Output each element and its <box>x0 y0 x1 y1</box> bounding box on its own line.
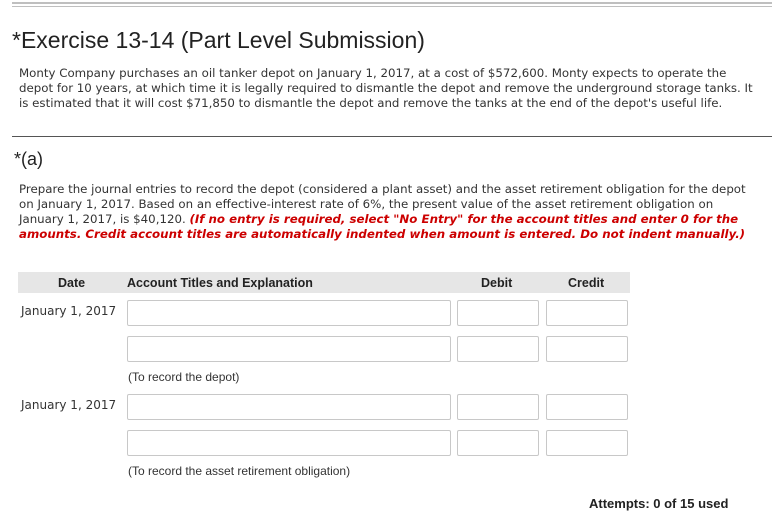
instructions-warning: (If no entry is required, select "No Entry" for the account titles and enter 0 for the amounts. Credit account titles are automatically indented when amount is entered. Do not indent manually.) <box>19 212 746 241</box>
entry-1-line-2-credit-input[interactable] <box>546 336 628 362</box>
entry-1-line-2-debit-input[interactable] <box>457 336 539 362</box>
top-border-inner <box>12 6 772 7</box>
problem-statement: Monty Company purchases an oil tanker depot on January 1, 2017, at a cost of $572,600. Monty expects to operate the depot for 10 years, at which time it is legally required to dismantle the depot and remove the underground storage tanks. It is estimated that it will cost $71,850 to dismantle the depot and remove the tanks at the end of the depot's useful life. <box>19 66 753 110</box>
entry-1-line-1-credit-input[interactable] <box>546 300 628 326</box>
instructions-text: Prepare the journal entries to record the depot (considered a plant asset) and the asset retirement obligation for the depot on January 1, 2017. Based on an effective-interest rate of 6%, the present value of the asset retirement obligation on January 1, 2017, is $40,120. <box>19 182 746 226</box>
entry-2-line-2-credit-input[interactable] <box>546 430 628 456</box>
entry-2-line-1-credit-input[interactable] <box>546 394 628 420</box>
part-a-instructions <box>19 182 749 242</box>
page-title: *Exercise 13-14 (Part Level Submission) <box>12 27 425 53</box>
section-divider <box>12 136 772 137</box>
entry-1-line-1-account-input[interactable] <box>127 300 451 326</box>
attempts-counter: Attempts: 0 of 15 used <box>589 496 729 511</box>
journal-table-header <box>18 272 630 293</box>
entry-1-explanation: (To record the depot) <box>128 370 240 384</box>
entry-2-line-1-account-input[interactable] <box>127 394 451 420</box>
entry-2-date: January 1, 2017 <box>21 398 117 412</box>
top-border <box>12 2 772 4</box>
entry-1-line-1-debit-input[interactable] <box>457 300 539 326</box>
entry-2-line-2-debit-input[interactable] <box>457 430 539 456</box>
entry-1-line-2-account-input[interactable] <box>127 336 451 362</box>
header-debit: Debit <box>481 276 513 290</box>
entry-1-date: January 1, 2017 <box>21 304 117 318</box>
header-account: Account Titles and Explanation <box>127 276 313 290</box>
part-a-label: *(a) <box>14 149 44 169</box>
header-credit: Credit <box>568 276 605 290</box>
entry-2-line-2-account-input[interactable] <box>127 430 451 456</box>
entry-2-line-1-debit-input[interactable] <box>457 394 539 420</box>
header-date: Date <box>58 276 86 290</box>
entry-2-explanation: (To record the asset retirement obligation) <box>128 464 351 478</box>
